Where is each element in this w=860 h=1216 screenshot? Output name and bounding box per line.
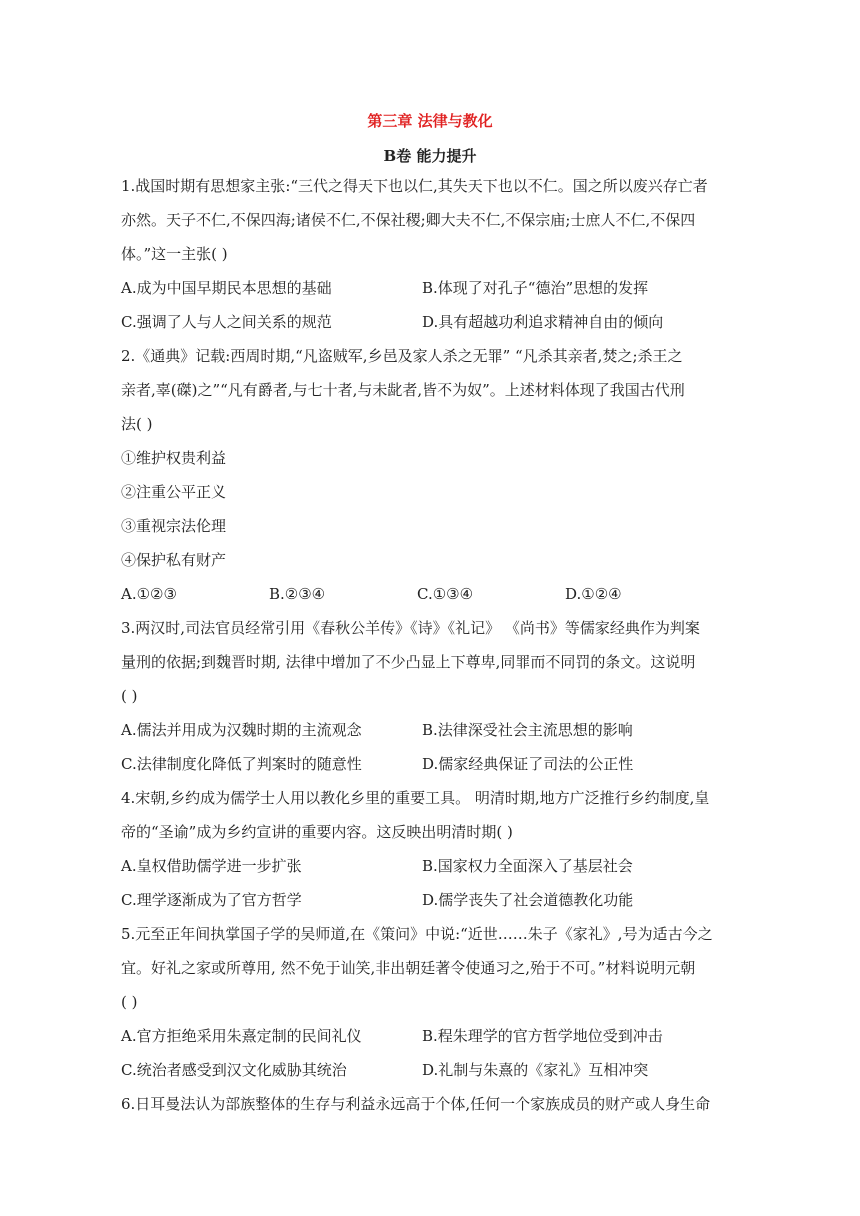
options-row xyxy=(121,277,741,300)
option-d: D.具有超越功利追求精神自由的倾向 xyxy=(422,313,664,331)
section-title: B卷 能力提升 xyxy=(383,147,477,165)
option-d: D.礼制与朱熹的《家礼》互相冲突 xyxy=(422,1061,649,1079)
question-2 xyxy=(121,345,741,606)
option-b: B.法律深受社会主流思想的影响 xyxy=(422,721,633,739)
options-row xyxy=(121,753,741,776)
question-text: 3.两汉时,司法官员经常引用《春秋公羊传》《诗》《礼记》 《尚书》等儒家经典作为判案 xyxy=(121,619,700,637)
option-b: B.体现了对孔子“德治”思想的发挥 xyxy=(422,279,649,297)
option-c: C.①③④ xyxy=(417,585,474,603)
option-b: B.程朱理学的官方哲学地位受到冲击 xyxy=(422,1027,663,1045)
option-d: D.儒学丧失了社会道德教化功能 xyxy=(422,891,634,909)
question-text: 1.战国时期有思想家主张:“三代之得天下也以仁,其失天下也以不仁。国之所以废兴存亡者 xyxy=(121,177,708,195)
question-1 xyxy=(121,175,741,334)
question-3 xyxy=(121,617,741,776)
question-text: ( ) xyxy=(121,993,138,1011)
question-4 xyxy=(121,787,741,912)
question-text: 2.《通典》记载:西周时期,“凡盗贼军,乡邑及家人杀之无罪” “凡杀其亲者,焚之;杀王之 xyxy=(121,347,683,365)
option-d: D.儒家经典保证了司法的公正性 xyxy=(422,755,634,773)
options-row xyxy=(121,311,741,334)
option-d: D.①②④ xyxy=(565,585,622,603)
options-row xyxy=(121,719,741,742)
options-row xyxy=(121,1025,741,1048)
question-text: 法( ) xyxy=(121,415,153,433)
statement-item: ①维护权贵利益 xyxy=(121,449,227,467)
option-c: C.统治者感受到汉文化威胁其统治 xyxy=(121,1061,347,1079)
question-text: 帝的“圣谕”成为乡约宣讲的重要内容。这反映出明清时期( ) xyxy=(121,823,513,841)
statement-item: ④保护私有财产 xyxy=(121,551,227,569)
question-6 xyxy=(121,1093,741,1116)
options-row xyxy=(121,1059,741,1082)
question-text: 5.元至正年间执掌国子学的吴师道,在《策问》中说:“近世……朱子《家礼》,号为适古今之 xyxy=(121,925,713,943)
question-text: 亲者,辜(磔)之”“凡有爵者,与七十者,与未龀者,皆不为奴”。上述材料体现了我国古代刑 xyxy=(121,381,685,399)
question-text: 6.日耳曼法认为部族整体的生存与利益永远高于个体,任何一个家族成员的财产或人身生命 xyxy=(121,1095,711,1113)
question-text: ( ) xyxy=(121,687,138,705)
option-a: A.官方拒绝采用朱熹定制的民间礼仪 xyxy=(121,1027,362,1045)
statement-item: ②注重公平正义 xyxy=(121,483,227,501)
question-text: 4.宋朝,乡约成为儒学士人用以教化乡里的重要工具。 明清时期,地方广泛推行乡约制度,皇 xyxy=(121,789,710,807)
question-text: 宜。好礼之家或所尊用, 然不免于讪笑,非出朝廷著令使通习之,殆于不可。”材料说明元朝 xyxy=(121,959,696,977)
question-text: 量刑的依据;到魏晋时期, 法律中增加了不少凸显上下尊卑,同罪而不同罚的条文。这说明 xyxy=(121,653,696,671)
option-a: A.皇权借助儒学进一步扩张 xyxy=(121,857,302,875)
options-row xyxy=(121,583,741,606)
question-5 xyxy=(121,923,741,1082)
question-text: 体。”这一主张( ) xyxy=(121,245,228,263)
option-a: A.①②③ xyxy=(121,585,177,603)
option-b: B.②③④ xyxy=(269,585,326,603)
questions xyxy=(121,175,741,1116)
question-text: 亦然。天子不仁,不保四海;诸侯不仁,不保社稷;卿大夫不仁,不保宗庙;士庶人不仁,不保四 xyxy=(121,211,696,229)
statement-item: ③重视宗法伦理 xyxy=(121,517,227,535)
option-c: C.法律制度化降低了判案时的随意性 xyxy=(121,755,362,773)
options-row xyxy=(121,855,741,878)
option-c: C.理学逐渐成为了官方哲学 xyxy=(121,891,302,909)
chapter-title: 第三章 法律与教化 xyxy=(367,112,493,130)
option-a: A.儒法并用成为汉魏时期的主流观念 xyxy=(121,721,362,739)
option-b: B.国家权力全面深入了基层社会 xyxy=(422,857,633,875)
option-a: A.成为中国早期民本思想的基础 xyxy=(121,279,332,297)
options-row xyxy=(121,889,741,912)
option-c: C.强调了人与人之间关系的规范 xyxy=(121,313,332,331)
